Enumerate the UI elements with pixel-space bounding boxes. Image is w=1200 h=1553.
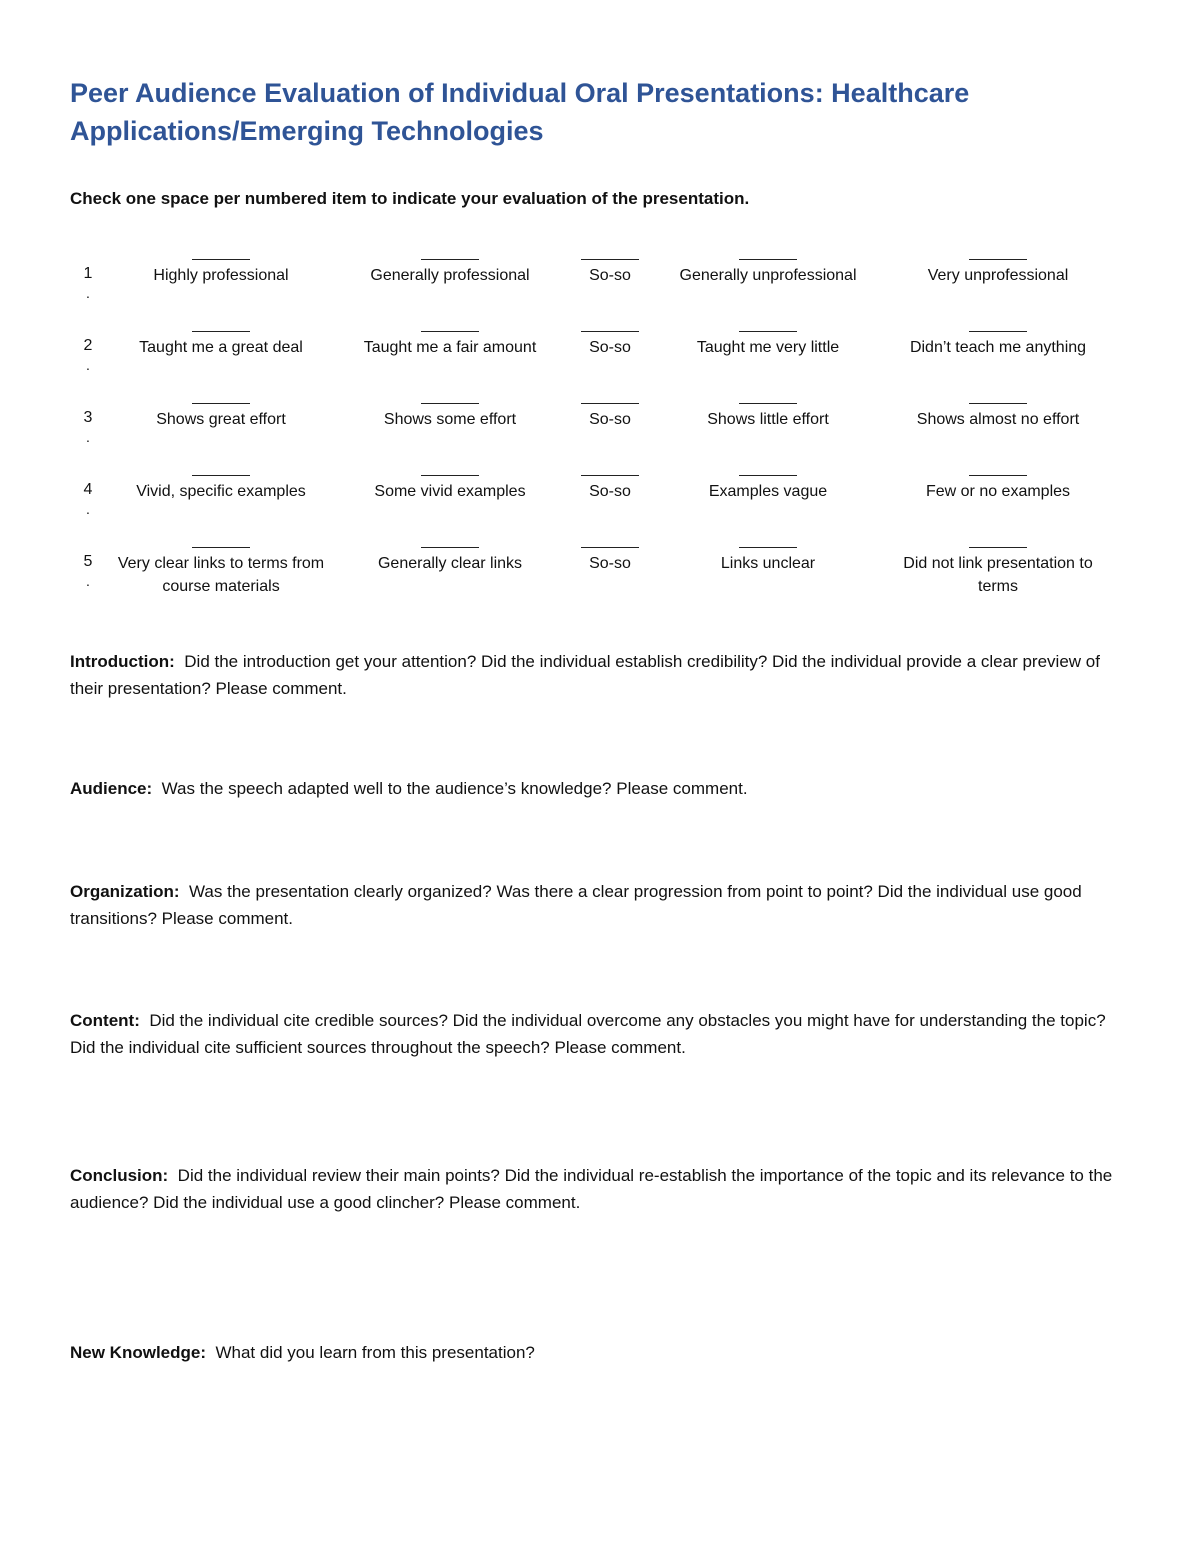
item-number-dot: . [86,501,90,517]
check-blank[interactable] [581,331,639,332]
rating-option[interactable] [570,466,650,503]
rating-option[interactable] [114,322,328,359]
page-title: Peer Audience Evaluation of Individual Oral Presentations: Healthcare Applications/Emerging Technologies [70,78,970,146]
instruction-text: Check one space per numbered item to indicate your evaluation of the presentation. [70,189,750,208]
section-label: Organization: [70,882,180,901]
option-label: Taught me very little [696,339,840,356]
check-blank[interactable] [739,259,797,260]
option-label: So-so [589,267,631,284]
item-number [70,480,106,518]
rating-option[interactable] [340,322,560,359]
rating-option[interactable] [658,466,878,503]
section-text: Did the individual review their main points? Did the individual re-establish the importance of the topic and its relevance to the audience? Did the individual use a good clincher? Please comment. [70,1166,1113,1212]
rating-option[interactable] [658,538,878,575]
option-label: Some vivid examples [374,483,526,500]
option-label: Taught me a fair amount [363,339,537,356]
section-content [70,1007,1130,1061]
check-blank[interactable] [192,259,250,260]
option-label: Didn’t teach me anything [909,339,1087,356]
item-number [70,408,106,446]
section-conclusion [70,1162,1130,1216]
option-label: Very clear links to terms from course materials [117,555,325,595]
rating-option[interactable] [658,322,878,359]
check-blank[interactable] [581,403,639,404]
section-label: Audience: [70,779,153,798]
option-label: Few or no examples [925,483,1071,500]
rating-option[interactable] [340,250,560,287]
rating-option[interactable] [888,322,1108,359]
option-label: So-so [589,483,631,500]
check-blank[interactable] [739,403,797,404]
option-label: Very unprofessional [927,267,1069,284]
check-blank[interactable] [969,259,1027,260]
check-blank[interactable] [739,547,797,548]
rating-option[interactable] [114,538,328,598]
option-label: Links unclear [720,555,816,572]
item-number [70,552,106,590]
option-label: So-so [589,339,631,356]
section-text: Was the speech adapted well to the audience’s knowledge? Please comment. [161,779,748,798]
item-number-dot: . [86,429,90,445]
section-label: Introduction: [70,652,175,671]
section-text: Was the presentation clearly organized? Was there a clear progression from point to point? Did the individual use good transitions? Please comment. [70,882,1082,928]
option-label: Did not link presentation to terms [903,555,1093,595]
item-number-text: 1 [83,265,93,282]
rating-item-2 [70,322,1130,394]
rating-table [70,250,1130,610]
rating-item-4 [70,466,1130,538]
option-label: Shows little effort [707,411,829,428]
option-label: So-so [589,555,631,572]
rating-option[interactable] [114,394,328,431]
rating-option[interactable] [570,250,650,287]
check-blank[interactable] [421,259,479,260]
option-label: Shows almost no effort [916,411,1080,428]
check-blank[interactable] [739,475,797,476]
section-text: Did the introduction get your attention? Did the individual establish credibility? Did the individual provide a clear preview of their presentation? Please comment. [70,652,1100,698]
option-label: Generally professional [370,267,530,284]
rating-option[interactable] [658,394,878,431]
rating-option[interactable] [570,322,650,359]
check-blank[interactable] [192,475,250,476]
check-blank[interactable] [192,331,250,332]
rating-option[interactable] [340,466,560,503]
option-label: So-so [589,411,631,428]
section-label: New Knowledge: [70,1343,207,1362]
item-number-text: 2 [83,337,93,354]
check-blank[interactable] [581,475,639,476]
section-text: Did the individual cite credible sources? Did the individual overcome any obstacles you might have for understanding the topic? Did the individual cite sufficient sources throughout the speech? Please comment. [70,1011,1106,1057]
item-number [70,336,106,374]
rating-option[interactable] [888,250,1108,287]
item-number-dot: . [86,285,90,301]
item-number [70,264,106,302]
check-blank[interactable] [421,331,479,332]
option-label: Vivid, specific examples [136,483,306,500]
option-label: Generally clear links [377,555,523,572]
option-label: Taught me a great deal [139,339,303,356]
rating-item-3 [70,394,1130,466]
section-text: What did you learn from this presentation? [215,1343,535,1362]
option-label: Generally unprofessional [679,267,857,284]
option-label: Shows some effort [383,411,517,428]
rating-option[interactable] [658,250,878,287]
rating-option[interactable] [114,466,328,503]
option-label: Highly professional [153,267,289,284]
section-new-knowledge [70,1339,1130,1366]
check-blank[interactable] [969,475,1027,476]
rating-item-1 [70,250,1130,322]
rating-option[interactable] [888,538,1108,598]
rating-option[interactable] [888,394,1108,431]
check-blank[interactable] [192,547,250,548]
section-label: Conclusion: [70,1166,169,1185]
check-blank[interactable] [969,547,1027,548]
check-blank[interactable] [969,331,1027,332]
item-number-dot: . [86,573,90,589]
check-blank[interactable] [739,331,797,332]
section-introduction [70,648,1130,702]
section-organization [70,878,1130,932]
rating-option[interactable] [340,394,560,431]
section-label: Content: [70,1011,140,1030]
check-blank[interactable] [421,475,479,476]
rating-option[interactable] [340,538,560,575]
check-blank[interactable] [421,547,479,548]
rating-option[interactable] [114,250,328,287]
item-number-dot: . [86,357,90,373]
item-number-text: 5 [83,553,93,570]
rating-item-5 [70,538,1130,610]
option-label: Examples vague [708,483,828,500]
rating-option[interactable] [570,538,650,575]
rating-option[interactable] [570,394,650,431]
rating-option[interactable] [888,466,1108,503]
check-blank[interactable] [969,403,1027,404]
check-blank[interactable] [581,547,639,548]
item-number-text: 3 [83,409,93,426]
section-audience [70,775,1130,802]
check-blank[interactable] [192,403,250,404]
item-number-text: 4 [83,481,93,498]
check-blank[interactable] [581,259,639,260]
option-label: Shows great effort [156,411,286,428]
check-blank[interactable] [421,403,479,404]
